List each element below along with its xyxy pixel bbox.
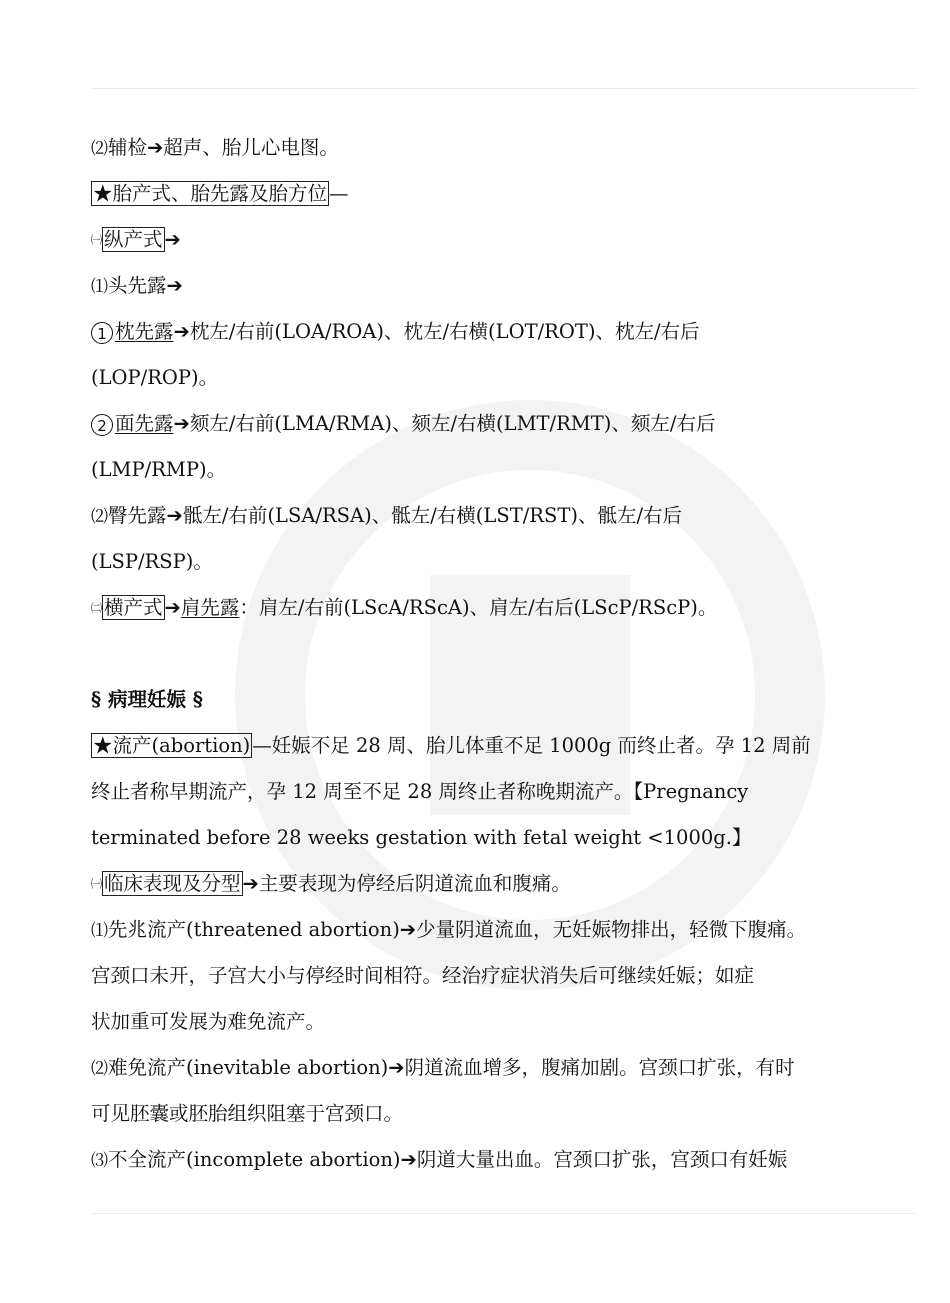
line-text: 骶左/右前(LSA/RSA)、骶左/右横(LST/RST)、骶左/右后 xyxy=(182,504,683,527)
arrow-icon: ➔ xyxy=(164,596,181,619)
arrow-icon: ➔ xyxy=(166,504,183,527)
underlined-term: 枕先露 xyxy=(115,320,174,343)
boxed-term: 临床表现及分型 xyxy=(104,872,241,895)
line-text: —妊娠不足 28 周、胎儿体重不足 1000g 而终止者。孕 12 周前 xyxy=(252,734,811,757)
text-line xyxy=(91,585,861,631)
text-line xyxy=(91,769,861,815)
chapter-title xyxy=(91,677,861,723)
list-number: ⑵ xyxy=(91,507,108,527)
text-line xyxy=(91,493,861,539)
text-line xyxy=(91,217,861,263)
line-text: terminated before 28 weeks gestation with fetal weight <1000g.】 xyxy=(91,826,752,849)
spacer xyxy=(91,631,861,677)
chapter-title-text: § 病理妊娠 § xyxy=(91,688,203,711)
text-line xyxy=(91,999,861,1045)
boxed-term: 纵产式 xyxy=(104,228,163,251)
boxed-term: 横产式 xyxy=(104,596,163,619)
list-number: ㈠ xyxy=(91,233,102,247)
line-text: 少量阴道流血，无妊娠物排出，轻微下腹痛。 xyxy=(416,918,807,941)
boxed-heading: ★流产(abortion) xyxy=(93,734,251,757)
line-text: (LSP/RSP)。 xyxy=(91,550,213,573)
section-heading xyxy=(91,723,861,769)
section-heading xyxy=(91,171,861,217)
text-line xyxy=(91,125,861,171)
text-line xyxy=(91,953,861,999)
boxed-heading: ★胎产式、胎先露及胎方位 xyxy=(93,182,328,205)
line-text: 终止者称早期流产，孕 12 周至不足 28 周终止者称晚期流产。【Pregnancy xyxy=(91,780,749,803)
text-line xyxy=(91,309,861,355)
line-text: 超声、胎儿心电图。 xyxy=(163,136,339,159)
list-number: ⑵ xyxy=(91,1059,108,1079)
list-number: ⑶ xyxy=(91,1151,108,1171)
document-body xyxy=(91,125,861,1183)
text-line xyxy=(91,1137,861,1183)
line-text: 状加重可发展为难免流产。 xyxy=(91,1010,326,1033)
line-label: 臀先露 xyxy=(108,504,167,527)
arrow-icon: ➔ xyxy=(242,872,259,895)
line-text: 阴道流血增多，腹痛加剧。宫颈口扩张，有时 xyxy=(404,1056,795,1079)
line-label: 头先露 xyxy=(108,274,167,297)
text-line xyxy=(91,539,861,585)
line-label: 难免流产(inevitable abortion) xyxy=(108,1056,389,1079)
line-text: 枕左/右前(LOA/ROA)、枕左/右横(LOT/ROT)、枕左/右后 xyxy=(189,320,700,343)
arrow-icon: ➔ xyxy=(147,136,164,159)
header-divider xyxy=(92,88,918,89)
line-label: 辅检 xyxy=(108,136,148,159)
line-text: — xyxy=(329,182,349,205)
text-line xyxy=(91,907,861,953)
line-text: (LMP/RMP)。 xyxy=(91,458,227,481)
line-text: 主要表现为停经后阴道流血和腹痛。 xyxy=(258,872,571,895)
text-line xyxy=(91,861,861,907)
footer-divider xyxy=(92,1213,918,1214)
line-text: (LOP/ROP)。 xyxy=(91,366,219,389)
text-line xyxy=(91,401,861,447)
line-text: 阴道大量出血。宫颈口扩张，宫颈口有妊娠 xyxy=(416,1148,788,1171)
line-text: 可见胚囊或胚胎组织阻塞于宫颈口。 xyxy=(91,1102,404,1125)
underlined-term: 肩先露 xyxy=(180,596,240,619)
text-line xyxy=(91,1045,861,1091)
arrow-icon: ➔ xyxy=(388,1056,405,1079)
circled-number: 2 xyxy=(91,414,113,436)
arrow-icon: ➔ xyxy=(400,1148,417,1171)
text-line xyxy=(91,1091,861,1137)
arrow-icon: ➔ xyxy=(164,228,181,251)
list-number: ㈡ xyxy=(91,601,102,615)
line-label: 先兆流产(threatened abortion) xyxy=(108,918,400,941)
text-line xyxy=(91,355,861,401)
line-text: 颏左/右前(LMA/RMA)、颏左/右横(LMT/RMT)、颏左/右后 xyxy=(189,412,716,435)
list-number: ⑴ xyxy=(91,277,108,297)
line-text: 宫颈口未开，子宫大小与停经时间相符。经治疗症状消失后可继续妊娠；如症 xyxy=(91,964,755,987)
line-text: ：肩左/右前(LScA/RScA)、肩左/右后(LScP/RScP)。 xyxy=(239,596,718,619)
arrow-icon: ➔ xyxy=(399,918,417,941)
list-number: ⑵ xyxy=(91,139,108,159)
text-line xyxy=(91,815,861,861)
text-line xyxy=(91,447,861,493)
arrow-icon: ➔ xyxy=(173,320,190,343)
circled-number: 1 xyxy=(91,322,113,344)
line-label: 不全流产(incomplete abortion) xyxy=(108,1148,401,1171)
text-line xyxy=(91,263,861,309)
arrow-icon: ➔ xyxy=(166,274,183,297)
list-number: ⑴ xyxy=(91,921,108,941)
arrow-icon: ➔ xyxy=(173,412,190,435)
underlined-term: 面先露 xyxy=(115,412,174,435)
list-number: ㈠ xyxy=(91,877,102,891)
